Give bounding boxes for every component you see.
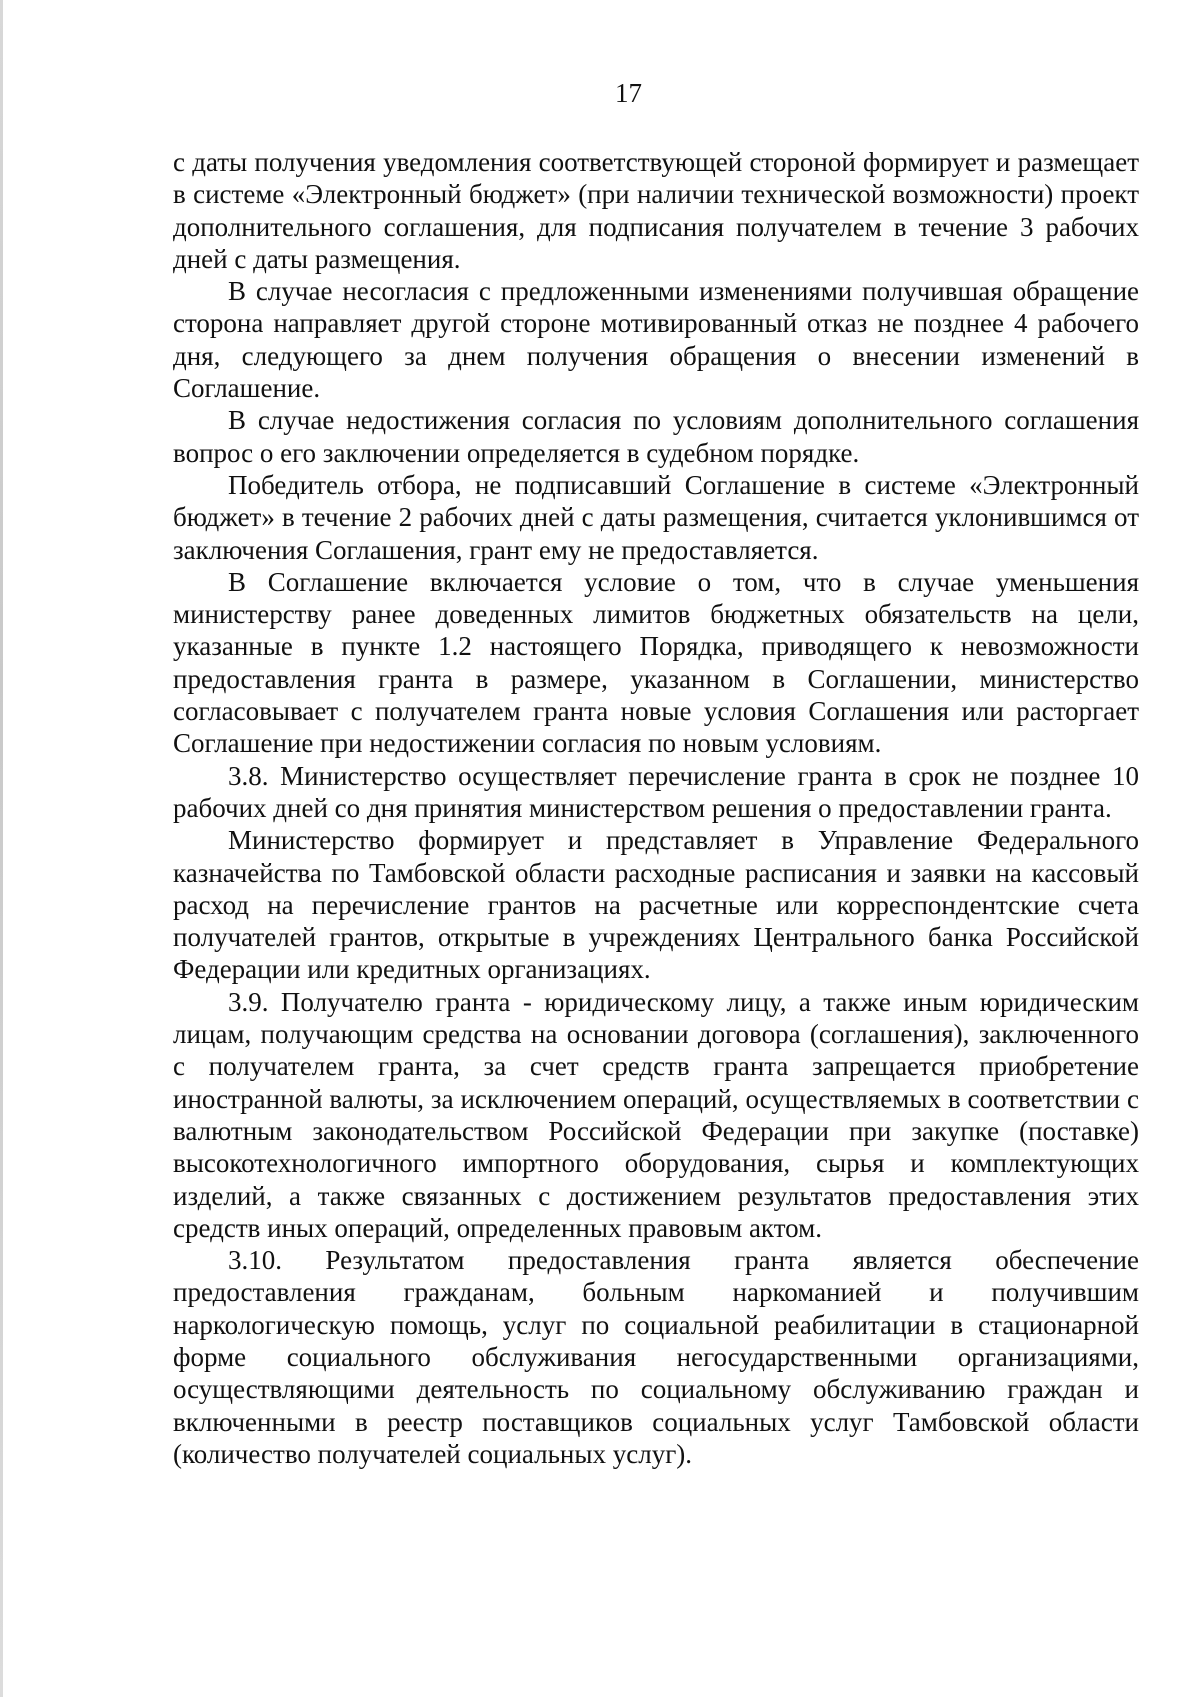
paragraph-section-3-9: 3.9. Получателю гранта - юридическому лицу, а также иным юридическим лицам, получающим средства на основании договора (соглашения), заключенного с получателем гранта, за счет средств гранта запрещается приобретение иностранной валюты, за исключением операций, осуществляемых в соответствии с валютным законодательством Российской Федерации при закупке (поставке) высокотехнологичного импортного оборудования, сырья и комплектующих изделий, а также связанных с достижением результатов предоставления этих средств иных операций, определенных правовым актом. [173, 986, 1139, 1243]
paragraph: В случае несогласия с предложенными изменениями получившая обращение сторона направляет другой стороне мотивированный отказ не позднее 4 рабочего дня, следующего за днем получения обращения о внесении изменений в Соглашение. [173, 276, 1139, 404]
paragraph: В случае недостижения согласия по условиям дополнительного соглашения вопрос о его заключении определяется в судебном порядке. [173, 405, 1139, 468]
paragraph: Победитель отбора, не подписавший Соглашение в системе «Электронный бюджет» в течение 2 рабочих дней с даты размещения, считается уклонившимся от заключения Соглашения, грант ему не предоставляется. [173, 469, 1139, 565]
scan-edge-shadow [0, 0, 3, 1697]
paragraph-section-3-10: 3.10. Результатом предоставления гранта является обеспечение предоставления гражданам, больным наркоманией и получившим наркологическую помощь, услуг по социальной реабилитации в стационарной форме социального обслуживания негосударственными организациями, осуществляющими деятельность по социальному обслуживанию граждан и включенными в реестр поставщиков социальных услуг Тамбовской области (количество получателей социальных услуг). [173, 1245, 1139, 1469]
paragraph-section-3-8: 3.8. Министерство осуществляет перечисление гранта в срок не позднее 10 рабочих дней со дня принятия министерством решения о предоставлении гранта. [173, 760, 1139, 823]
document-body [173, 146, 1139, 1470]
page-number: 17 [615, 78, 642, 108]
paragraph: с даты получения уведомления соответствующей стороной формирует и размещает в системе «Электронный бюджет» (при наличии технической возможности) проект дополнительного соглашения, для подписания получателем в течение 3 рабочих дней с даты размещения. [173, 147, 1139, 274]
paragraph: Министерство формирует и представляет в Управление Федерального казначейства по Тамбовской области расходные расписания и заявки на кассовый расход на перечисление грантов на расчетные или корреспондентские счета получателей грантов, открытые в учреждениях Центрального банка Российской Федерации или кредитных организациях. [173, 825, 1139, 985]
paragraph: В Соглашение включается условие о том, что в случае уменьшения министерству ранее доведенных лимитов бюджетных обязательств на цели, указанные в пункте 1.2 настоящего Порядка, приводящего к невозможности предоставления гранта в размере, указанном в Соглашении, министерство согласовывает с получателем гранта новые условия Соглашения или расторгает Соглашение при недостижении согласия по новым условиям. [173, 566, 1139, 759]
